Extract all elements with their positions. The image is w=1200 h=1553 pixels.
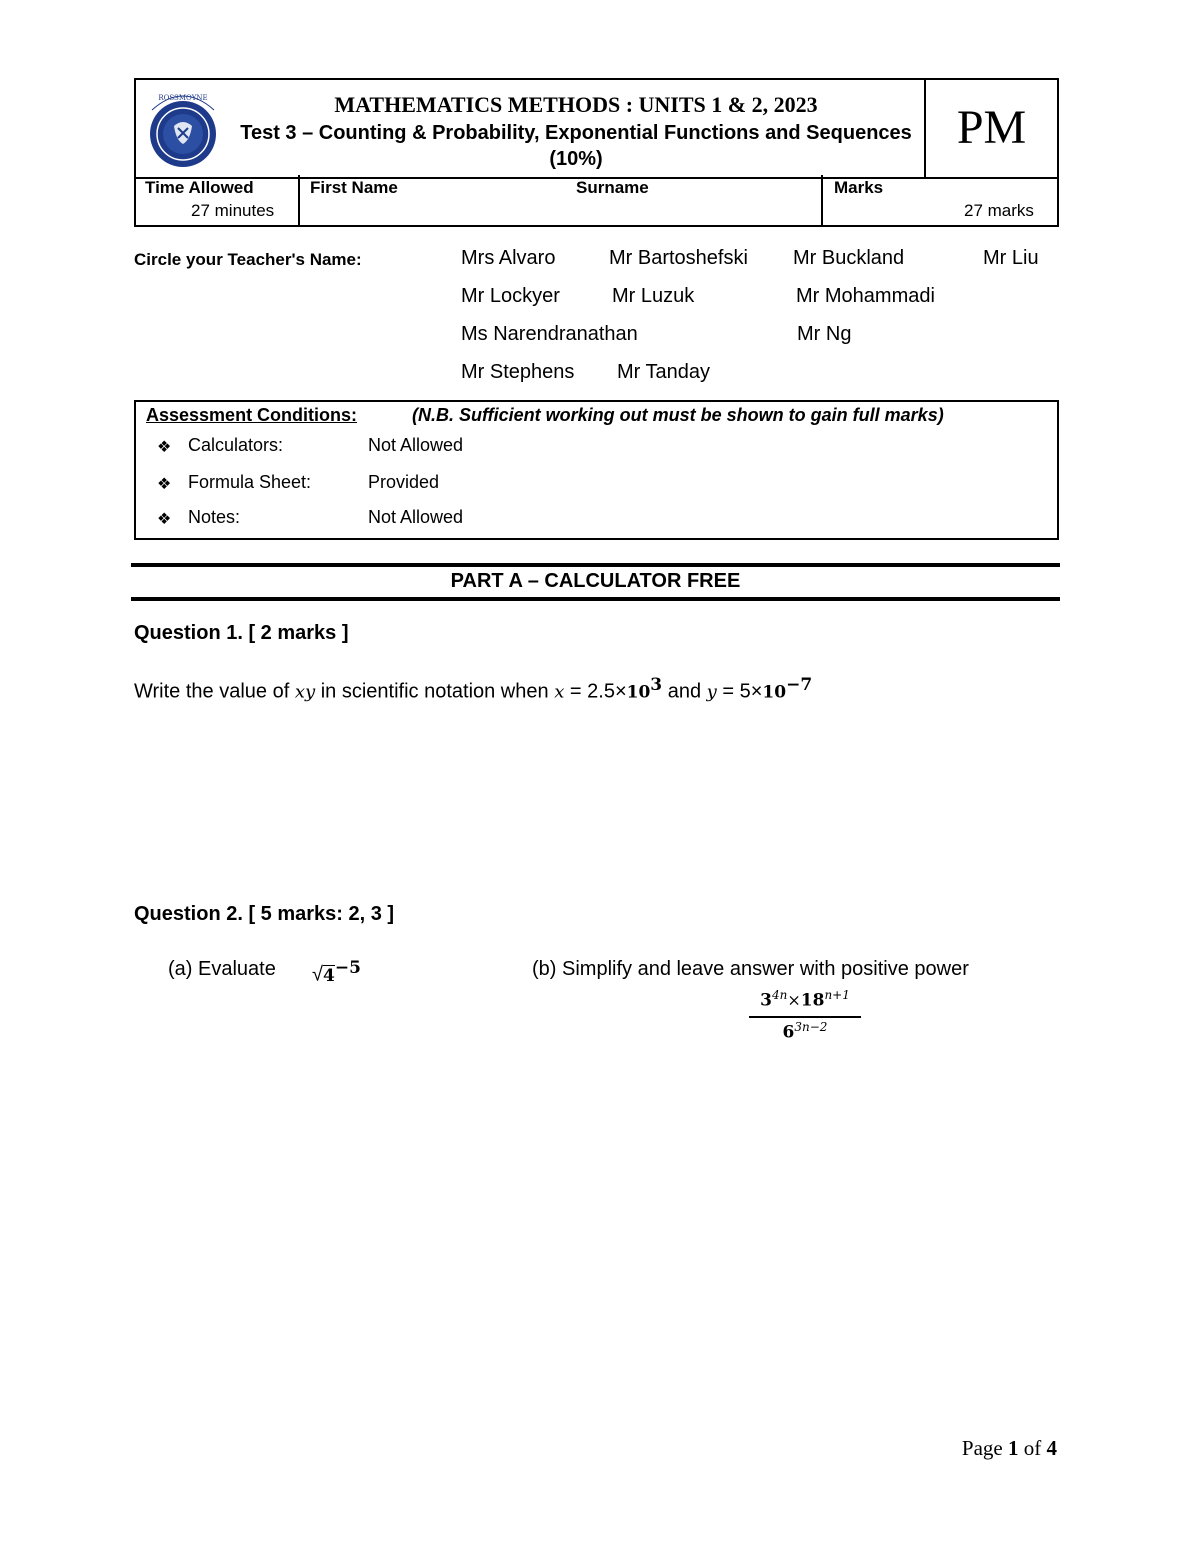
conditions-note: (N.B. Sufficient working out must be shown to gain full marks) <box>412 405 944 425</box>
teacher-name[interactable]: Mr Bartoshefski <box>609 247 748 269</box>
q2b-fraction-bar <box>749 1016 861 1018</box>
q2a-exponent: −5 <box>334 958 361 978</box>
condition-value: Provided <box>368 472 440 492</box>
condition-label: Notes: <box>188 507 241 527</box>
teacher-name[interactable]: Mr Stephens <box>461 361 575 383</box>
assessment-conditions-box <box>134 400 1059 540</box>
teacher-name[interactable]: Mr Buckland <box>793 247 905 269</box>
school-crest-logo <box>146 88 220 172</box>
q2b-num-base: 18 <box>800 990 825 1011</box>
condition-value: Not Allowed <box>368 435 464 455</box>
q2b-den-base: 6 <box>782 1022 795 1043</box>
marks-value: 27 marks <box>964 201 1034 220</box>
q1-y-exponent: −7 <box>786 675 813 695</box>
q2b-den-exponent: 3n−2 <box>794 1020 828 1034</box>
part-a-title: PART A – CALCULATOR FREE <box>450 570 741 592</box>
q1-text: Write the value of <box>134 680 295 703</box>
teacher-name[interactable]: Mr Lockyer <box>461 285 560 307</box>
q1-var-x: x <box>554 681 565 703</box>
sqrt-symbol: √ <box>312 963 323 986</box>
q1-y-value: = 5× <box>716 680 763 703</box>
q2a-base: 4 <box>322 965 335 986</box>
exam-title: MATHEMATICS METHODS : UNITS 1 & 2, 2023 <box>334 92 818 117</box>
q1-x-value: = 2.5× <box>564 680 627 703</box>
part-divider-top <box>131 563 1060 567</box>
question-2a-text: (a) Evaluate <box>168 958 276 980</box>
time-allowed-value: 27 minutes <box>191 201 275 220</box>
q1-text: in scientific notation when <box>315 680 555 703</box>
part-divider-bottom <box>131 597 1060 601</box>
condition-label: Calculators: <box>188 435 284 455</box>
q2b-num-exponent: 4n <box>771 988 788 1002</box>
q1-var-xy: xy <box>294 681 316 703</box>
q1-x-exponent: 3 <box>650 675 663 695</box>
header-info-row <box>134 175 1059 227</box>
cell-divider <box>298 175 300 225</box>
teacher-circle-label: Circle your Teacher's Name: <box>134 250 362 269</box>
q1-y-base: 10 <box>762 682 787 703</box>
teacher-name[interactable]: Mr Ng <box>797 323 852 345</box>
question-1-heading: Question 1. [ 2 marks ] <box>134 622 349 644</box>
q2b-fraction-numerator <box>749 988 861 1010</box>
diamond-bullet-icon: ❖ <box>157 439 172 456</box>
teacher-name[interactable]: Mr Liu <box>983 247 1039 269</box>
time-allowed-label: Time Allowed <box>145 178 254 197</box>
question-2b-text: (b) Simplify and leave answer with positive power <box>532 958 969 980</box>
page-of-word: of <box>1018 1436 1047 1460</box>
cell-divider <box>821 175 823 225</box>
conditions-title: Assessment Conditions: <box>146 405 358 425</box>
q2b-num-base: 3 <box>760 990 772 1011</box>
diamond-bullet-icon: ❖ <box>157 476 172 493</box>
svg-text:ROSSMOYNE: ROSSMOYNE <box>158 94 208 102</box>
teacher-name[interactable]: Ms Narendranathan <box>461 323 638 345</box>
exam-subtitle: Test 3 – Counting & Probability, Exponential Functions and Sequences (10%) <box>240 122 912 170</box>
page-total: 4 <box>1046 1436 1057 1460</box>
condition-value: Not Allowed <box>368 507 464 527</box>
q2b-times: × <box>787 990 801 1010</box>
q1-x-base: 10 <box>626 682 651 703</box>
surname-label: Surname <box>576 178 649 197</box>
condition-label: Formula Sheet: <box>188 472 312 492</box>
page-number <box>962 1436 1057 1461</box>
q2b-fraction-denominator <box>749 1020 861 1042</box>
q1-var-y: y <box>706 681 717 703</box>
header-table <box>134 78 1057 227</box>
question-2a-expression <box>312 958 361 987</box>
marks-label: Marks <box>834 178 884 197</box>
teacher-name[interactable]: Mr Luzuk <box>612 285 695 307</box>
diamond-bullet-icon: ❖ <box>157 511 172 528</box>
q2b-num-exponent: n+1 <box>824 988 850 1002</box>
course-code: PM <box>956 101 1027 154</box>
teacher-name[interactable]: Mr Mohammadi <box>796 285 935 307</box>
question-2-heading: Question 2. [ 5 marks: 2, 3 ] <box>134 903 395 925</box>
question-1-text <box>134 675 812 704</box>
page-word: Page <box>961 1436 1008 1460</box>
teacher-name[interactable]: Mr Tanday <box>617 361 711 383</box>
first-name-label: First Name <box>310 178 398 197</box>
teacher-name[interactable]: Mrs Alvaro <box>461 247 556 269</box>
header-top-row <box>134 78 1059 179</box>
q1-text: and <box>662 680 707 703</box>
page-current: 1 <box>1008 1436 1019 1460</box>
